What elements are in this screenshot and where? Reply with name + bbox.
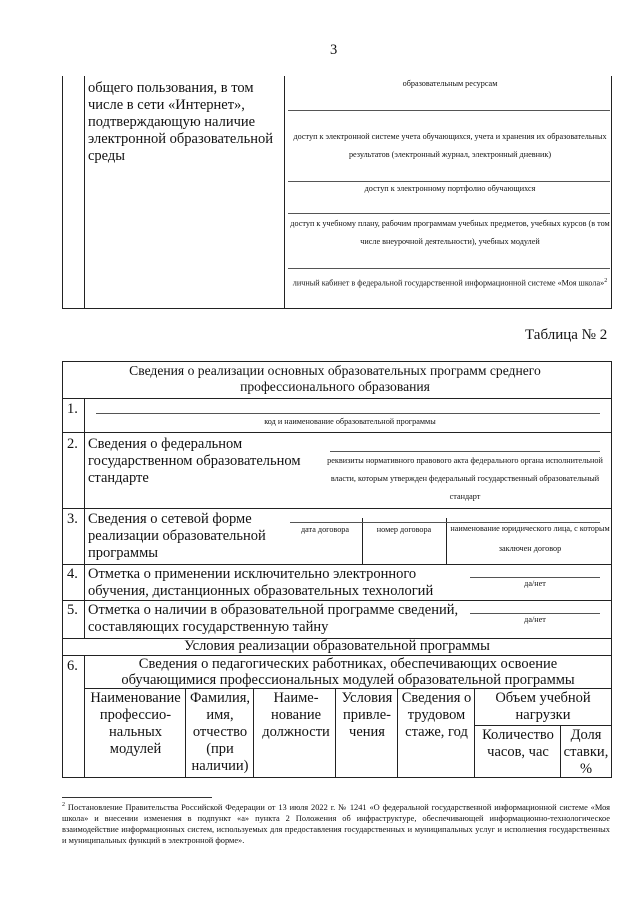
- table-title: Сведения о реализации основных образовательных программ среднего профессионального образования: [129, 363, 541, 394]
- row-5-number: 5.: [67, 602, 78, 618]
- row-6-label: Сведения о педагогических работниках, обеспечивающих освоение обучающимися профессиональных модулей образовательной программы: [121, 656, 575, 688]
- top-table-item-3: доступ к электронному портфолио обучающихся: [364, 184, 536, 193]
- header-teaching-load: Объем учебной нагрузки: [495, 690, 591, 723]
- row-3-legal-entity: наименование юридического лица, с которым заключен договор: [450, 524, 610, 553]
- footnote-marker: 2: [62, 802, 65, 808]
- row-3-number: 3.: [67, 511, 78, 527]
- row-4-caption: да/нет: [524, 579, 546, 588]
- row-4-number: 4.: [67, 566, 78, 582]
- top-table-item-5: личный кабинет в федеральной государственной информационной системе «Моя школа»$^2$: [292, 278, 608, 288]
- row-5-caption: да/нет: [524, 615, 546, 624]
- row-1-caption: код и наименование образовательной программы: [264, 417, 436, 426]
- row-1-number: 1.: [67, 401, 78, 417]
- footnote: [62, 800, 610, 846]
- section-title: Условия реализации образовательной программы: [184, 638, 490, 654]
- top-table-left-text: общего пользования, в том числе в сети «Интернет», подтверждающую наличие электронной образовательной среды: [88, 80, 273, 164]
- header-position: Наиме-нование должности: [262, 690, 330, 740]
- row-2-number: 2.: [67, 436, 78, 452]
- header-experience: Сведения о трудовом стаже, год: [401, 690, 472, 740]
- row-3-contract-number: номер договора: [376, 525, 432, 534]
- row-3-contract-date: дата договора: [300, 525, 350, 534]
- page-number: 3: [330, 42, 338, 58]
- header-modules: Наименование профессио-нальных модулей: [90, 690, 181, 757]
- header-rate-share: Доля ставки, %: [563, 727, 609, 777]
- header-full-name: Фамилия, имя, отчество (при наличии): [189, 690, 251, 774]
- footnote-separator: [62, 797, 212, 798]
- row-4-label: Отметка о применении исключительно электронного обучения, дистанционных образовательных технологий: [88, 566, 434, 599]
- top-table-item-1: образовательным ресурсам: [402, 79, 498, 88]
- table-caption: Таблица № 2: [525, 327, 608, 343]
- top-table-item-2: доступ к электронной системе учета обучающихся, учета и хранения их образовательных результатов (электронный журнал, электронный дневник): [293, 132, 607, 159]
- row-5-label: Отметка о наличии в образовательной программе сведений, составляющих государственную тайну: [88, 602, 459, 635]
- footnote-text: Постановление Правительства Российской Федерации от 13 июля 2022 г. № 1241 «О федеральной государственной информационной системе «Моя школа» и внесении изменения в подпункт «а» пункта 2 Положения об инфраструктуре, обеспечивающей информационно-технологическое взаимодействие информационных систем, используемых для предоставления государственных и муниципальных услуг и исполнения государственных и муниципальных функций в электронной форме».: [62, 802, 610, 845]
- top-table-item-4: доступ к учебному плану, рабочим программам учебных предметов, учебных курсов (в том числе внеурочной деятельности), учебных модулей: [290, 219, 610, 246]
- row-6-number: 6.: [67, 658, 78, 674]
- row-3-label: Сведения о сетевой форме реализации образовательной программы: [88, 511, 266, 561]
- header-hours: Количество часов, час: [482, 727, 554, 760]
- row-2-caption: реквизиты нормативного правового акта федерального органа исполнительной власти, которым утвержден федеральный государственный образовательный стандарт: [327, 456, 603, 501]
- row-2-label: Сведения о федеральном государственном образовательном стандарте: [88, 436, 301, 486]
- header-engagement: Условия привле-чения: [341, 690, 393, 740]
